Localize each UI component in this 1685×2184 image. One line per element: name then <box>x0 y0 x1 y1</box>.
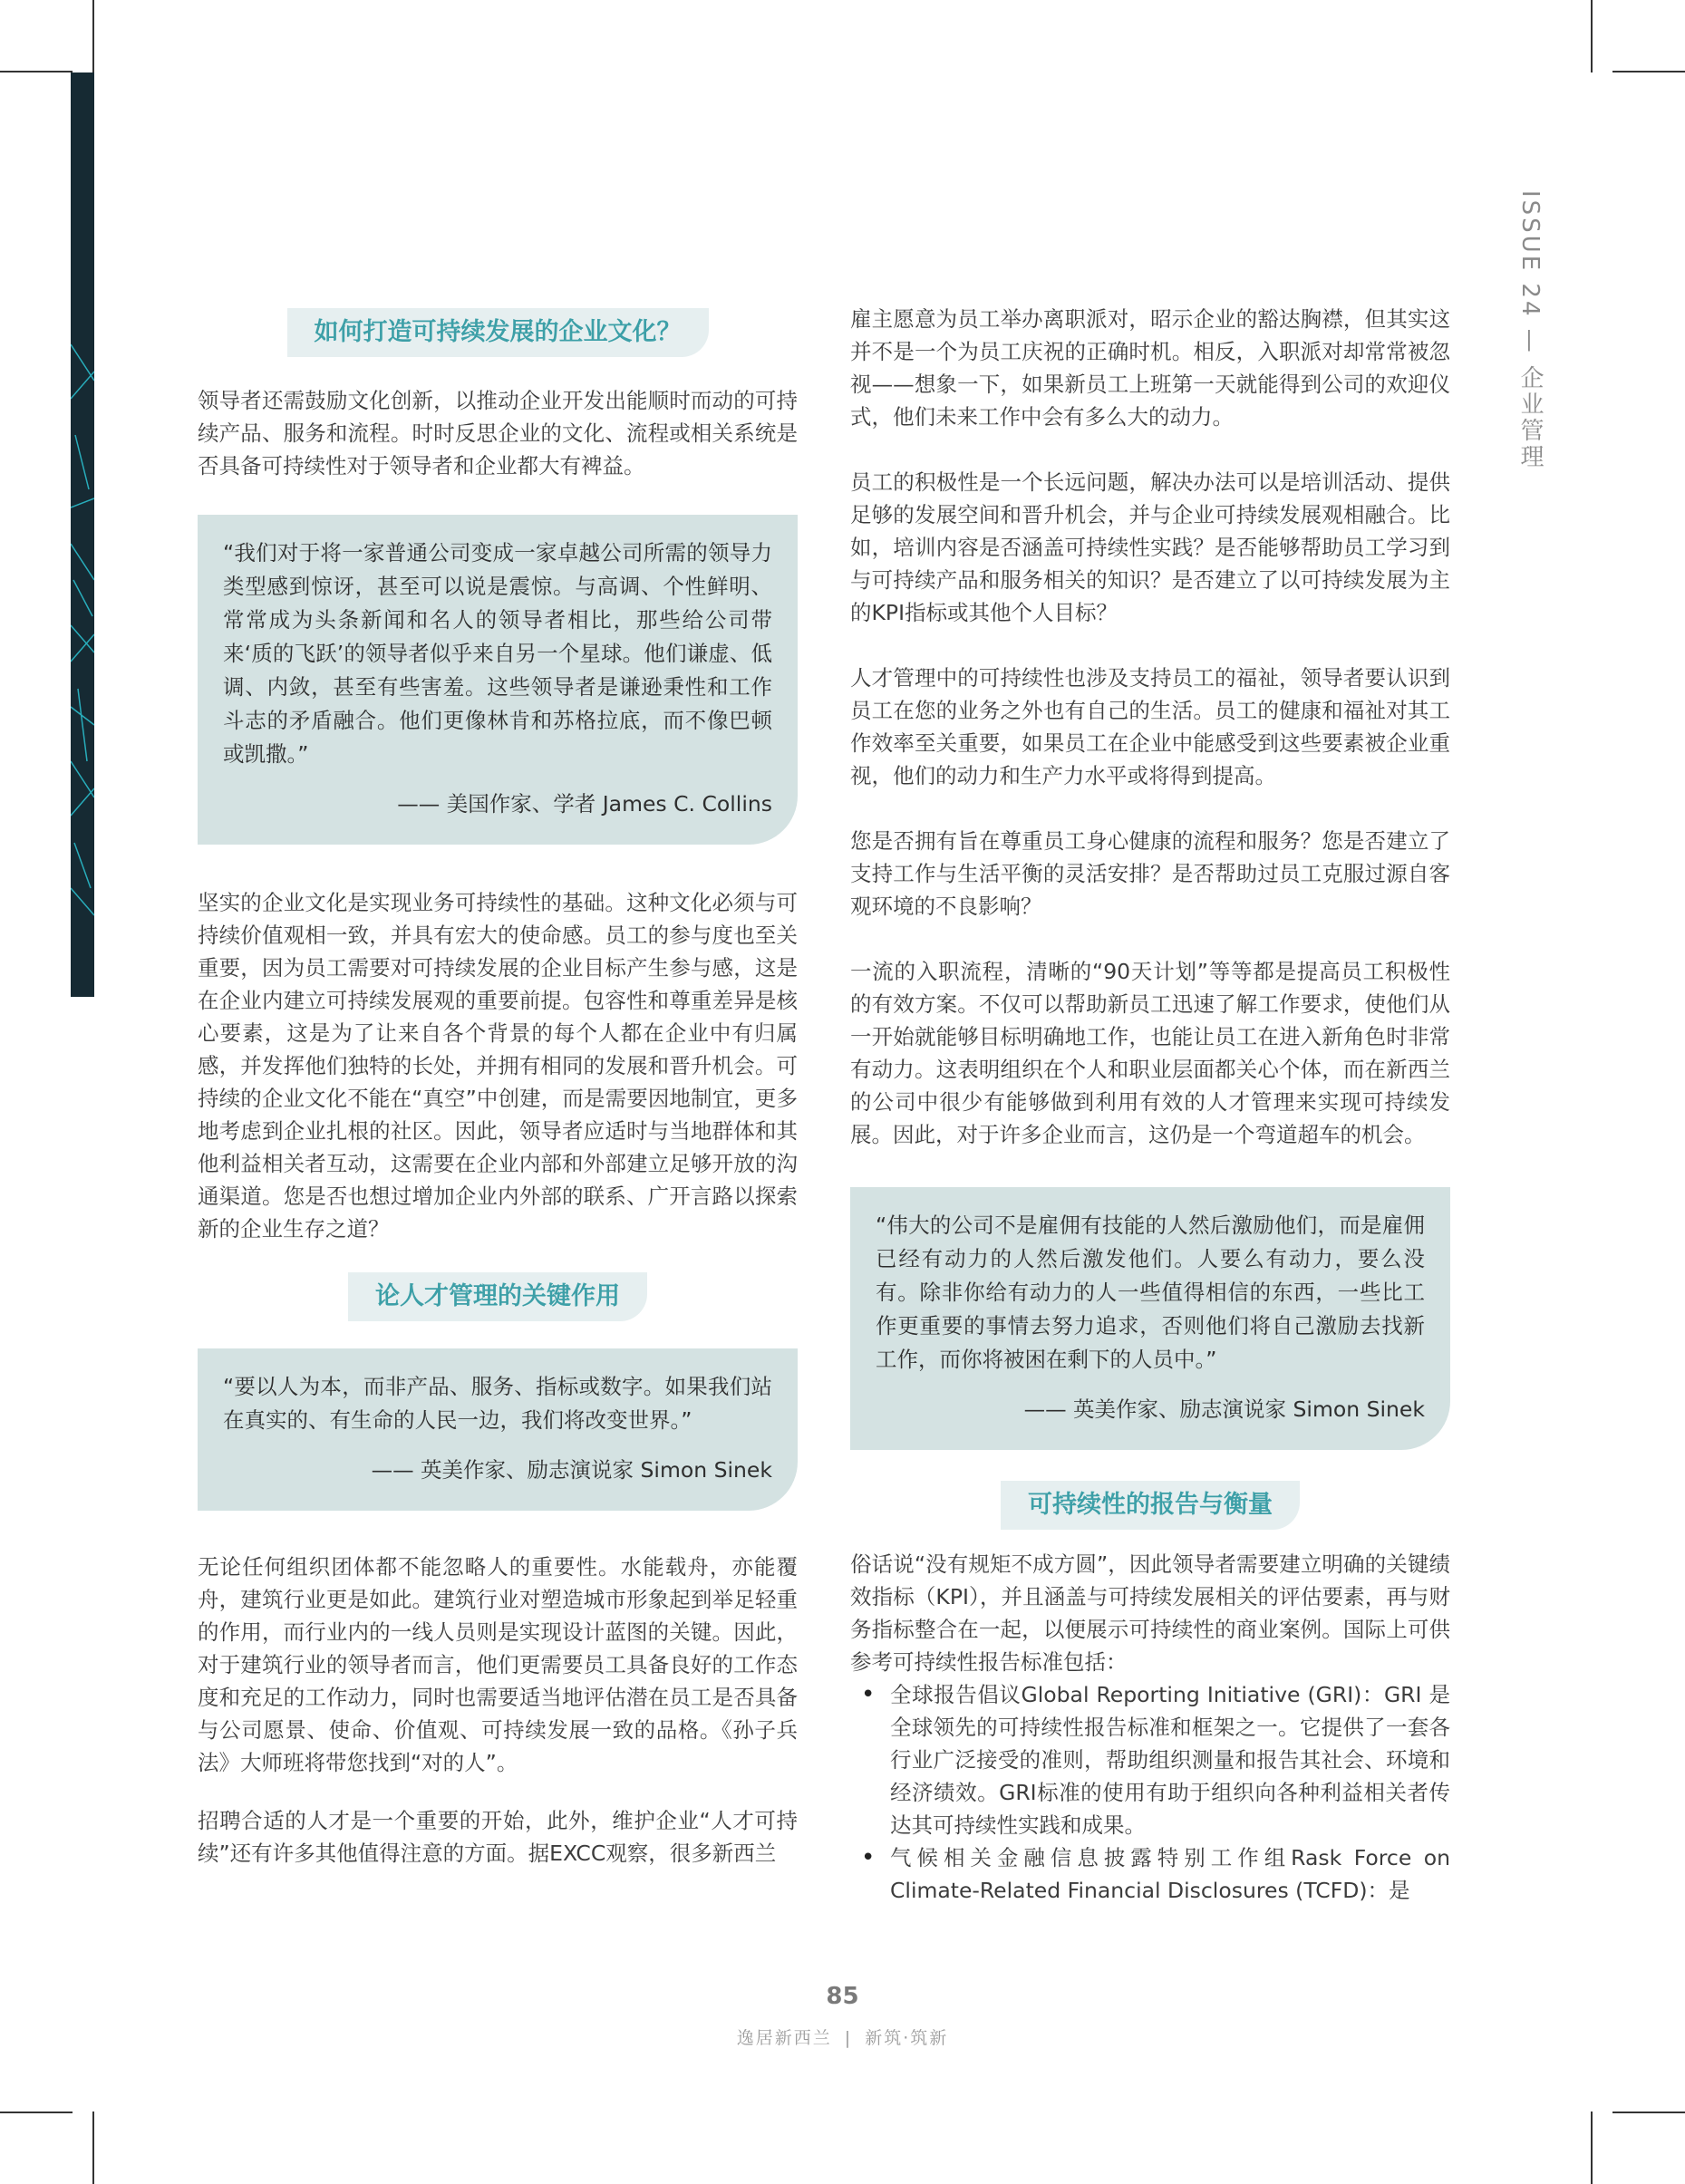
list-item: • 全球报告倡议Global Reporting Initiative (GRI)：GRI 是全球领先的可持续性报告标准和框架之一。它提供了一套各行业广泛接受的准则，帮助组织测量和报告其社会、环境和经济绩效。GRI标准的使用有助于组织向各种利益相关者传达其可持续性实践和成果。 <box>890 1678 1450 1841</box>
paragraph: 员工的积极性是一个长远问题，解决办法可以是培训活动、提供足够的发展空间和晋升机会，并与企业可持续发展观相融合。比如，培训内容是否涵盖可持续性实践？是否能够帮助员工学习到与可持续产品和服务相关的知识？是否建立了以可持续发展为主的KPI指标或其他个人目标？ <box>850 469 1450 625</box>
crop-mark <box>0 2112 73 2113</box>
crop-mark <box>1591 0 1593 72</box>
standards-list <box>850 1678 1450 1907</box>
section-heading <box>198 1272 798 1321</box>
list-item: • 气候相关金融信息披露特别工作组Rask Force on Climate-Related Financial Disclosures (TCFD)：是 <box>890 1841 1450 1907</box>
crop-mark <box>1591 2112 1593 2184</box>
paragraph: 招聘合适的人才是一个重要的开始，此外，维护企业“人才可持续”还有许多其他值得注意的方面。据EXCC观察，很多新西兰 <box>198 1808 798 1866</box>
heading-pill: 如何打造可持续发展的企业文化？ <box>287 308 709 357</box>
left-column <box>198 308 798 1870</box>
quote-text: “要以人为本，而非产品、服务、指标或数字。如果我们站在真实的、有生命的人民一边，我们将改变世界。” <box>223 1374 772 1433</box>
crop-mark <box>92 0 94 72</box>
footer <box>0 2025 1685 2049</box>
quote-attribution: —— 英美作家、励志演说家 Simon Sinek <box>371 1457 772 1483</box>
paragraph: 人才管理中的可持续性也涉及支持员工的福祉，领导者要认识到员工在您的业务之外也有自己的生活。员工的健康和福祉对其工作效率至关重要，如果员工在企业中能感受到这些要素被企业重视，他们的动力和生产力水平或将得到提高。 <box>850 665 1450 788</box>
section-heading <box>198 308 798 357</box>
heading-pill: 论人才管理的关键作用 <box>348 1272 647 1321</box>
quote-box <box>198 1348 798 1511</box>
quote-box <box>198 515 798 845</box>
paragraph: 坚实的企业文化是实现业务可持续性的基础。这种文化必须与可持续价值观相一致，并具有宏大的使命感。员工的参与度也至关重要，因为员工需要对可持续发展的企业目标产生参与感，这是在企业内建立可持续发展观的重要前提。包容性和尊重差异是核心要素，这是为了让来自各个背景的每个人都在企业中有归属感，并发挥他们独特的长处，并拥有相同的发展和晋升机会。可持续的企业文化不能在“真空”中创建，而是需要因地制宜，更多地考虑到企业扎根的社区。因此，领导者应适时与当地群体和其他利益相关者互动，这需要在企业内部和外部建立足够开放的沟通渠道。您是否也想过增加企业内外部的联系、广开言路以探索新的企业生存之道？ <box>198 890 798 1242</box>
quote-attribution: —— 英美作家、励志演说家 Simon Sinek <box>1023 1396 1425 1422</box>
decorative-edge-image <box>71 72 94 997</box>
paragraph: 俗话说“没有规矩不成方圆”，因此领导者需要建立明确的关键绩效指标（KPI），并且涵盖与可持续发展相关的评估要素，再与财务指标整合在一起，以便展示可持续性的商业案例。国际上可供参考可持续性报告标准包括： <box>850 1551 1450 1675</box>
crop-mark <box>1612 2112 1685 2113</box>
section-label <box>1514 190 1547 470</box>
paragraph: 领导者还需鼓励文化创新，以推动企业开发出能顺时而动的可持续产品、服务和流程。时时反思企业的文化、流程或相关系统是否具备可持续性对于领导者和企业都大有裨益。 <box>198 388 798 478</box>
crop-mark <box>0 71 73 72</box>
quote-attribution: —— 美国作家、学者 James C. Collins <box>397 791 772 817</box>
label-dash: — <box>1516 318 1544 366</box>
paragraph: 一流的入职流程，清晰的“90天计划”等等都是提高员工积极性的有效方案。不仅可以帮助新员工迅速了解工作要求，使他们从一开始就能够目标明确地工作，也能让员工在进入新角色时非常有动力。这表明组织在个人和职业层面都关心个体，而在新西兰的公司中很少有能够做到利用有效的人才管理来实现可持续发展。因此，对于许多企业而言，这仍是一个弯道超车的机会。 <box>850 959 1450 1147</box>
footer-divider: | <box>844 2028 853 2048</box>
footer-tagline: 新筑·筑新 <box>865 2028 949 2048</box>
heading-pill: 可持续性的报告与衡量 <box>1001 1481 1300 1530</box>
paragraph: 无论任何组织团体都不能忽略人的重要性。水能载舟，亦能覆舟，建筑行业更是如此。建筑行业对塑造城市形象起到举足轻重的作用，而行业内的一线人员则是实现设计蓝图的关键。因此，对于建筑行业的领导者而言，他们更需要员工具备良好的工作态度和充足的工作动力，同时也需要适当地评估潜在员工是否具备与公司愿景、使命、价值观、可持续发展一致的品格。《孙子兵法》大师班将带您找到“对的人”。 <box>198 1554 798 1775</box>
paragraph: 您是否拥有旨在尊重员工身心健康的流程和服务？您是否建立了支持工作与生活平衡的灵活安排？是否帮助过员工克服过源自客观环境的不良影响？ <box>850 828 1450 919</box>
crop-mark <box>1612 71 1685 72</box>
quote-text: “我们对于将一家普通公司变成一家卓越公司所需的领导力类型感到惊讶，甚至可以说是震惊。与高调、个性鲜明、常常成为头条新闻和名人的领导者相比，那些给公司带来‘质的飞跃’的领导者似乎来自另一个星球。他们谦虚、低调、内敛，甚至有些害羞。这些领导者是谦逊秉性和工作斗志的矛盾融合。他们更像林肯和苏格拉底，而不像巴顿或凯撒。” <box>223 540 772 767</box>
quote-text: “伟大的公司不是雇佣有技能的人然后激励他们，而是雇佣已经有动力的人然后激发他们。人要么有动力，要么没有。除非你给有动力的人一些值得相信的东西，一些比工作更重要的事情去努力追求，否则他们将自己激励去找新工作，而你将被困在剩下的人员中。” <box>876 1213 1425 1372</box>
section-name: 企业管理 <box>1516 365 1544 471</box>
quote-box <box>850 1187 1450 1450</box>
paragraph: 雇主愿意为员工举办离职派对，昭示企业的豁达胸襟，但其实这并不是一个为员工庆祝的正确时机。相反，入职派对却常常被忽视——想象一下，如果新员工上班第一天就能得到公司的欢迎仪式，他们未来工作中会有多么大的动力。 <box>850 306 1450 430</box>
section-heading <box>850 1481 1450 1530</box>
page-number: 85 <box>826 1983 859 2010</box>
right-column <box>850 303 1450 1907</box>
issue-number: ISSUE 24 <box>1516 190 1544 319</box>
crop-mark <box>92 2112 94 2184</box>
footer-brand: 逸居新西兰 <box>736 2028 832 2048</box>
